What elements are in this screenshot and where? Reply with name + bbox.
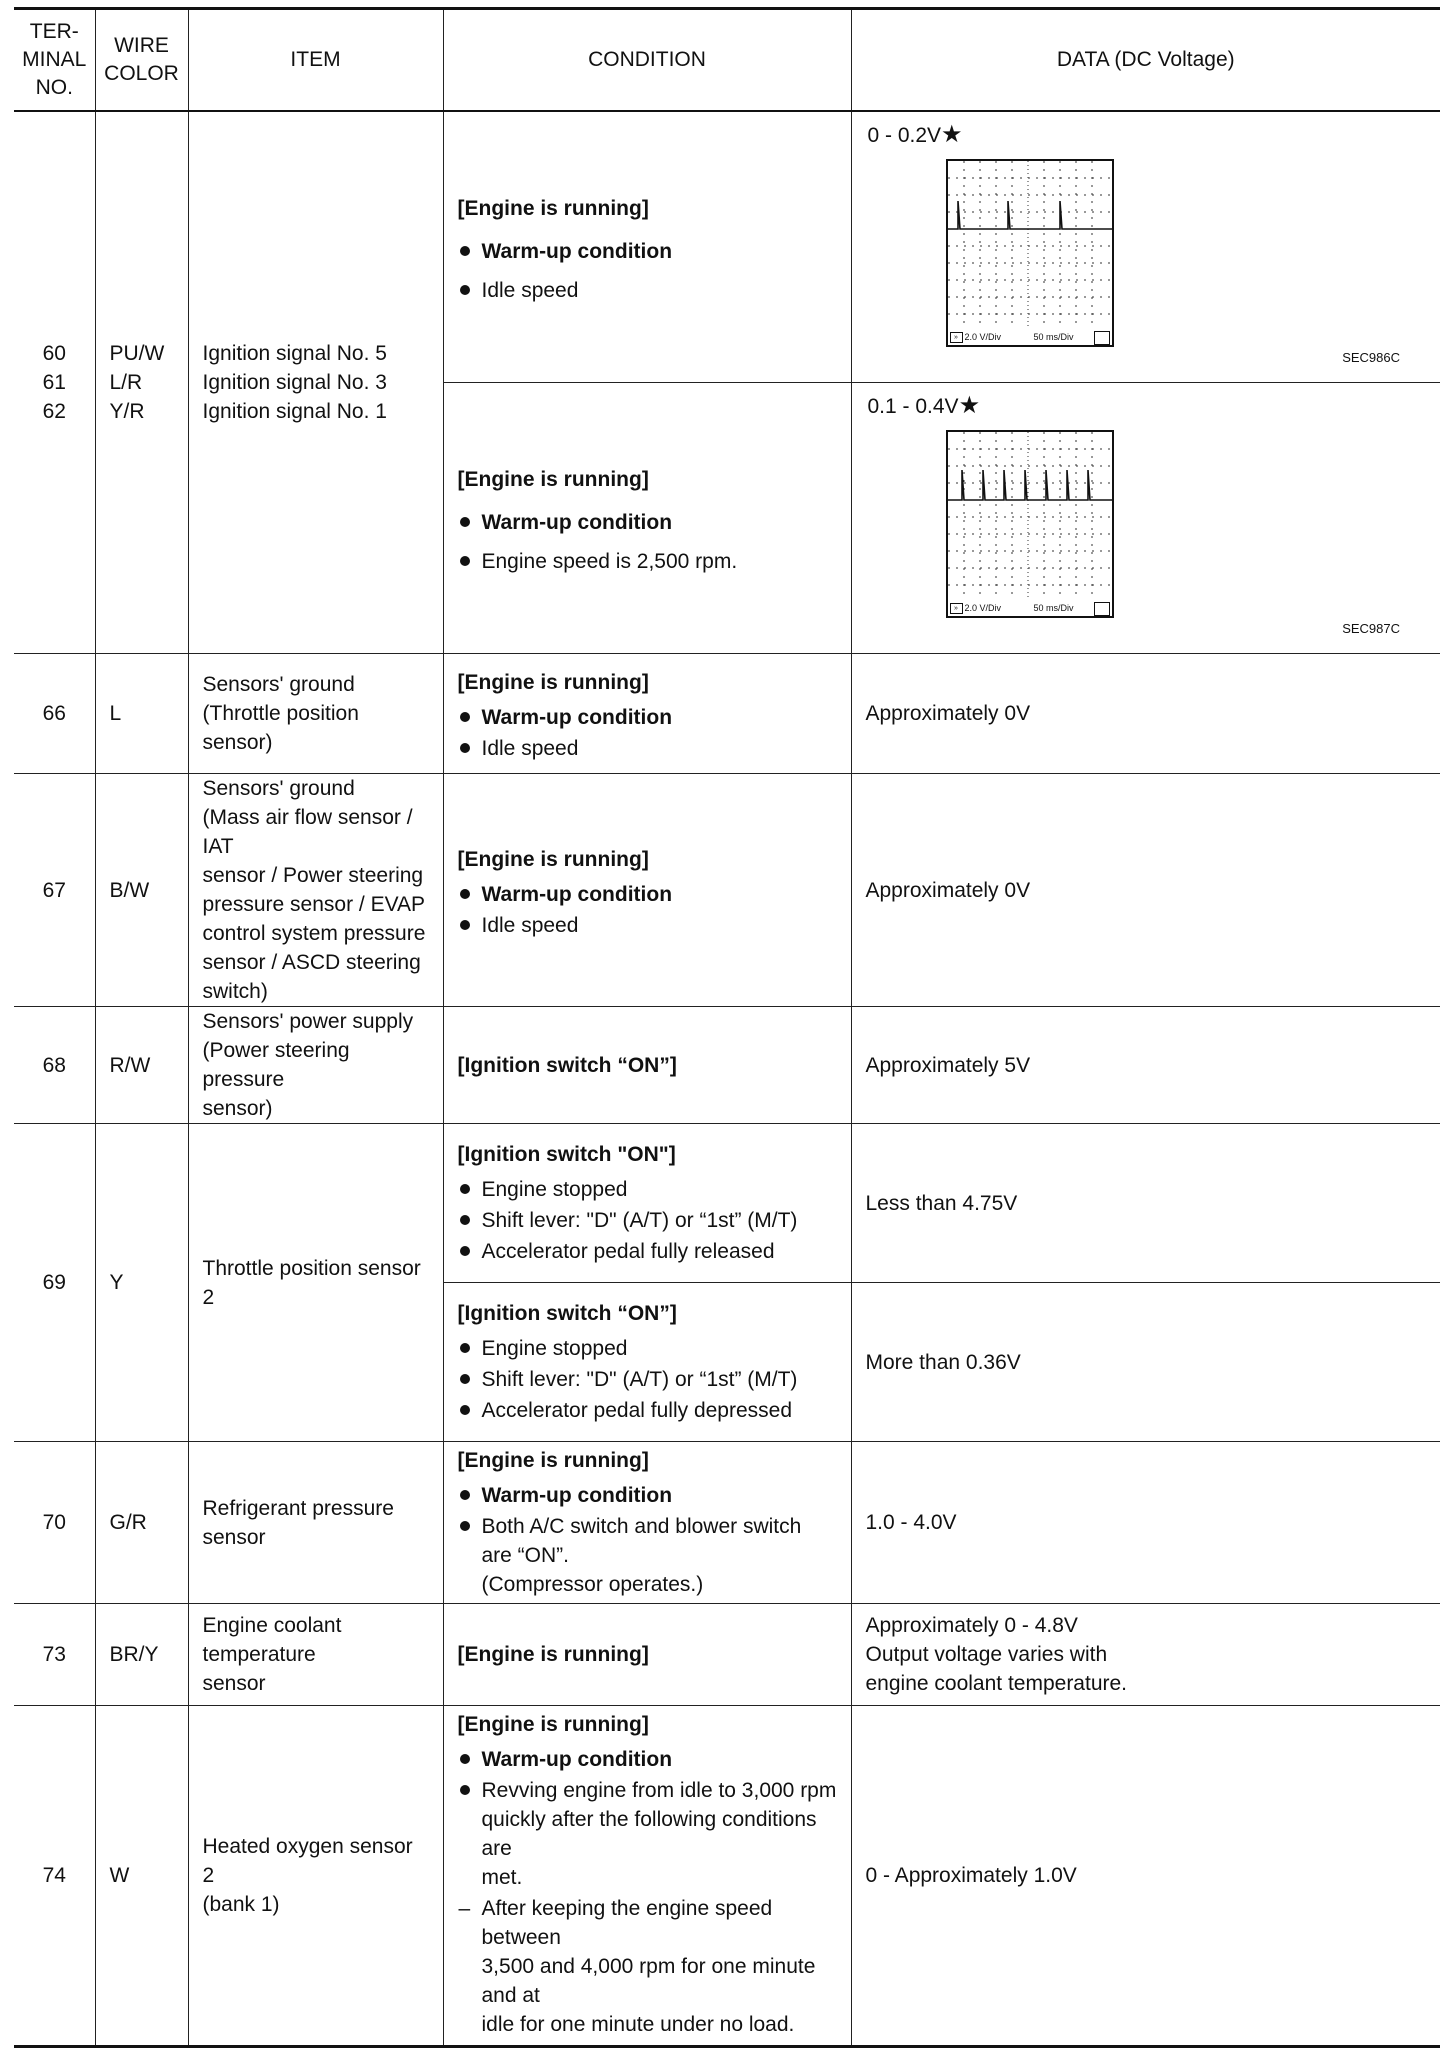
wire-color: L	[95, 654, 188, 774]
item: Ignition signal No. 5 Ignition signal No. 3 Ignition signal No. 1	[188, 111, 443, 654]
header-wire-color: WIRE COLOR	[95, 9, 188, 112]
list-item: Idle speed	[458, 911, 837, 940]
list-item: Idle speed	[458, 734, 837, 763]
list-item: Engine speed is 2,500 rpm.	[458, 547, 837, 576]
list-item: Warm-up condition	[458, 703, 837, 732]
bullet-icon	[460, 1785, 470, 1795]
terminal-no: 66	[14, 654, 95, 774]
bullet-icon	[460, 743, 470, 753]
list-item: – After keeping the engine speed between 3,500 and 4,000 rpm for one minute and at idle for one minute under no load.	[458, 1894, 837, 2039]
list-item: Warm-up condition	[458, 880, 837, 909]
bullet-icon	[460, 1215, 470, 1225]
data-value: Approximately 0 - 4.8V Output voltage varies with engine coolant temperature.	[851, 1604, 1440, 1706]
scroll-arrow-icon: »	[950, 603, 963, 614]
ecm-terminal-table	[14, 7, 1440, 2048]
indicator-box	[1094, 602, 1110, 616]
bullet-icon	[460, 1405, 470, 1415]
table-row	[14, 111, 1440, 383]
indicator-box	[1094, 331, 1110, 345]
scope-footer: » 2.0 V/Div 50 ms/Div	[948, 601, 1112, 616]
condition: [Engine is running] Warm-up condition Engine speed is 2,500 rpm.	[443, 383, 851, 654]
wire-color: BR/Y	[95, 1604, 188, 1706]
wire-color: R/W	[95, 1007, 188, 1124]
data-value: 0 - Approximately 1.0V	[851, 1706, 1440, 2047]
bullet-icon	[460, 517, 470, 527]
terminal-no: 74	[14, 1706, 95, 2047]
data-value: Less than 4.75V	[851, 1124, 1440, 1283]
condition: [Engine is running] Warm-up condition Idle speed	[443, 774, 851, 1007]
header-row	[14, 9, 1440, 112]
wire-color: G/R	[95, 1442, 188, 1604]
header-item: ITEM	[188, 9, 443, 112]
condition: [Ignition switch "ON"] Engine stopped Shift lever: "D" (A/T) or “1st” (M/T) Accelerator pedal fully released	[443, 1124, 851, 1283]
data-waveform-2500rpm: 0.1 - 0.4V★ » 2.0 V/Div 50 ms/Div SEC987C	[851, 383, 1440, 654]
data-value: More than 0.36V	[851, 1283, 1440, 1442]
bullet-icon	[460, 1754, 470, 1764]
terminal-no: 67	[14, 774, 95, 1007]
condition: [Engine is running] Warm-up condition Idle speed	[443, 111, 851, 383]
list-item: Warm-up condition	[458, 237, 837, 266]
item: Sensors' power supply (Power steering pressure sensor)	[188, 1007, 443, 1124]
table-row	[14, 654, 1440, 774]
wire-color: PU/W L/R Y/R	[95, 111, 188, 654]
bullet-icon	[460, 889, 470, 899]
list-item: Idle speed	[458, 276, 837, 305]
terminal-no: 69	[14, 1124, 95, 1442]
list-item: Warm-up condition	[458, 1745, 837, 1774]
bullet-icon	[460, 1521, 470, 1531]
terminal-no: 68	[14, 1007, 95, 1124]
waveform-trace	[948, 470, 1112, 500]
list-item: Warm-up condition	[458, 508, 837, 537]
figure-code: SEC986C	[1342, 350, 1400, 365]
waveform-chart	[948, 432, 1112, 616]
item: Sensors' ground (Throttle position sensor)	[188, 654, 443, 774]
terminal-no: 70	[14, 1442, 95, 1604]
condition: [Ignition switch “ON”]	[443, 1007, 851, 1124]
data-value: Approximately 5V	[851, 1007, 1440, 1124]
bullet-icon	[460, 1374, 470, 1384]
data-value: Approximately 0V	[851, 654, 1440, 774]
condition: [Engine is running] Warm-up condition Revving engine from idle to 3,000 rpm quickly after the following conditions are met. – After keeping the engine speed between 3,500 and 4,000 rpm for one minute and at idle for one minute under no load.	[443, 1706, 851, 2047]
list-item: Shift lever: "D" (A/T) or “1st” (M/T)	[458, 1206, 837, 1235]
item: Engine coolant temperature sensor	[188, 1604, 443, 1706]
waveform-trace	[948, 201, 1112, 229]
table-row	[14, 1124, 1440, 1283]
bullet-icon	[460, 285, 470, 295]
wire-color: B/W	[95, 774, 188, 1007]
list-item: Warm-up condition	[458, 1481, 837, 1510]
scope-footer: » 2.0 V/Div 50 ms/Div	[948, 330, 1112, 345]
star-icon: ★	[941, 121, 963, 148]
table-row	[14, 1007, 1440, 1124]
data-value: Approximately 0V	[851, 774, 1440, 1007]
item: Sensors' ground (Mass air flow sensor / IAT sensor / Power steering pressure sensor / EVAP control system pressure sensor / ASCD steering switch)	[188, 774, 443, 1007]
list-item: Engine stopped	[458, 1334, 837, 1363]
table-row	[14, 774, 1440, 1007]
item: Refrigerant pressure sensor	[188, 1442, 443, 1604]
data-value: 1.0 - 4.0V	[851, 1442, 1440, 1604]
dash-icon: –	[458, 1897, 471, 1920]
header-terminal: TER- MINAL NO.	[14, 9, 95, 112]
header-data: DATA (DC Voltage)	[851, 9, 1440, 112]
wire-color: W	[95, 1706, 188, 2047]
list-item: Accelerator pedal fully released	[458, 1237, 837, 1266]
wire-color: Y	[95, 1124, 188, 1442]
terminal-no: 60 61 62	[14, 111, 95, 654]
waveform-chart	[948, 161, 1112, 345]
bullet-icon	[460, 712, 470, 722]
bullet-icon	[460, 1343, 470, 1353]
condition: [Ignition switch “ON”] Engine stopped Shift lever: "D" (A/T) or “1st” (M/T) Accelerator pedal fully depressed	[443, 1283, 851, 1442]
list-item: Accelerator pedal fully depressed	[458, 1396, 837, 1425]
bullet-icon	[460, 246, 470, 256]
condition: [Engine is running] Warm-up condition Idle speed	[443, 654, 851, 774]
table-row	[14, 1442, 1440, 1604]
scroll-arrow-icon: »	[950, 332, 963, 343]
condition: [Engine is running] Warm-up condition Both A/C switch and blower switch are “ON”. (Compressor operates.)	[443, 1442, 851, 1604]
data-waveform-idle: 0 - 0.2V★ » 2.0 V/Div 50 ms/Div SEC986C	[851, 111, 1440, 383]
bullet-icon	[460, 920, 470, 930]
oscilloscope-screen	[946, 159, 1114, 347]
bullet-icon	[460, 1490, 470, 1500]
list-item: Revving engine from idle to 3,000 rpm quickly after the following conditions are met.	[458, 1776, 837, 1892]
table-row	[14, 1604, 1440, 1706]
item: Throttle position sensor 2	[188, 1124, 443, 1442]
condition: [Engine is running]	[443, 1604, 851, 1706]
list-item: Shift lever: "D" (A/T) or “1st” (M/T)	[458, 1365, 837, 1394]
star-icon: ★	[958, 392, 981, 419]
bullet-icon	[460, 1246, 470, 1256]
item: Heated oxygen sensor 2 (bank 1)	[188, 1706, 443, 2047]
list-item: Both A/C switch and blower switch are “ON”. (Compressor operates.)	[458, 1512, 837, 1599]
figure-code: SEC987C	[1342, 621, 1400, 636]
list-item: Engine stopped	[458, 1175, 837, 1204]
bullet-icon	[460, 556, 470, 566]
terminal-no: 73	[14, 1604, 95, 1706]
bullet-icon	[460, 1184, 470, 1194]
table-row	[14, 1706, 1440, 2047]
oscilloscope-screen	[946, 430, 1114, 618]
header-condition: CONDITION	[443, 9, 851, 112]
